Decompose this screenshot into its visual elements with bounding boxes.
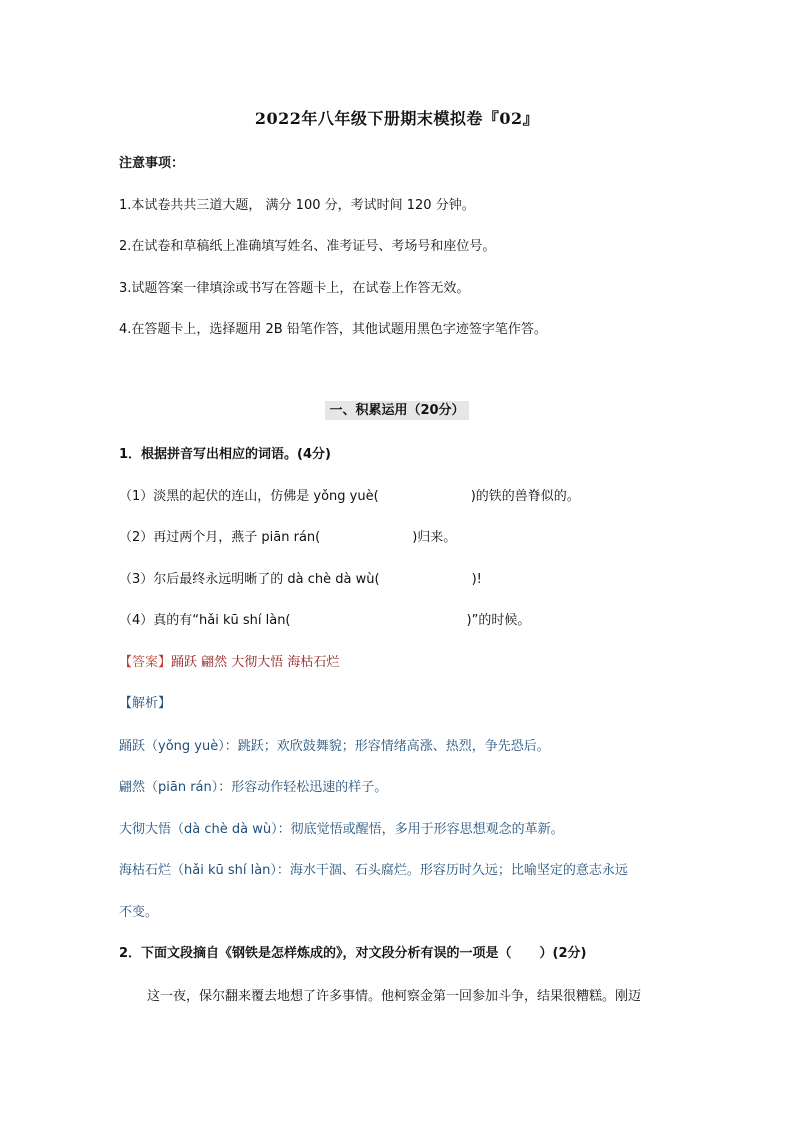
question-2-passage: 这一夜，保尔翻来覆去地想了许多事情。他柯察金第一回参加斗争，结果很糟糕。刚迈	[147, 989, 642, 1004]
answer-text: 踊跃 翩然 大彻大悟 海枯石烂	[171, 655, 340, 670]
item-2-text-after: )归来。	[412, 530, 457, 545]
question-1-stem: 1．根据拼音写出相应的词语。(4分)	[119, 447, 331, 462]
question-2-score: ）(2分)	[539, 946, 587, 961]
analysis-line-3: 大彻大悟（dà chè dà wù）：彻底觉悟或醒悟，多用于形容思想观念的革新。	[119, 822, 564, 837]
section-heading	[0, 399, 794, 418]
analysis-line-2: 翩然（piān rán）：形容动作轻松迅速的样子。	[119, 780, 388, 795]
question-1-item-3	[119, 568, 482, 587]
item-3-text: （3）尔后最终永远明晰了的 dà chè dà wù(	[119, 572, 380, 587]
page-title: 2022年八年级下册期末模拟卷『02』	[254, 109, 540, 128]
question-1-item-2	[119, 526, 456, 545]
analysis-label: 【解析】	[119, 696, 172, 711]
item-3-text-after: )!	[471, 572, 482, 587]
answer-label: 【答案】	[119, 655, 172, 670]
notice-item-4: 4.在答题卡上，选择题用 2B 铅笔作答，其他试题用黑色字迹签字笔作答。	[119, 322, 547, 337]
notice-item-3: 3.试题答案一律填涂或书写在答题卡上，在试卷上作答无效。	[119, 281, 470, 296]
item-4-text: （4）真的有“hǎi kū shí làn(	[119, 613, 291, 628]
item-2-text: （2）再过两个月，燕子 piān rán(	[119, 530, 321, 545]
question-1-item-1	[119, 485, 580, 504]
item-1-text: （1）淡黑的起伏的连山，仿佛是 yǒng yuè(	[119, 489, 379, 504]
notice-item-1: 1.本试卷共共三道大题， 满分 100 分，考试时间 120 分钟。	[119, 198, 475, 213]
item-4-text-after: )”的时候。	[466, 613, 531, 628]
question-1-item-4	[119, 609, 530, 628]
question-2-stem	[119, 942, 586, 961]
analysis-line-4: 海枯石烂（hǎi kū shí làn）：海水干涸、石头腐烂。形容历时久远；比喻坚定的意志永远	[119, 863, 628, 878]
analysis-line-5: 不变。	[119, 905, 159, 920]
item-1-text-after: )的铁的兽脊似的。	[470, 489, 580, 504]
notice-item-2: 2.在试卷和草稿纸上准确填写姓名、准考证号、考场号和座位号。	[119, 239, 496, 254]
notice-heading: 注意事项：	[119, 156, 185, 171]
analysis-line-1: 踊跃（yǒng yuè）：跳跃；欢欣鼓舞貌；形容情绪高涨、热烈，争先恐后。	[119, 739, 550, 754]
answer-line	[119, 651, 339, 670]
section-heading-text: 一、积累运用（20分）	[325, 401, 468, 420]
question-2-stem-text: 2．下面文段摘自《钢铁是怎样炼成的》，对文段分析有误的一项是（	[119, 946, 512, 961]
